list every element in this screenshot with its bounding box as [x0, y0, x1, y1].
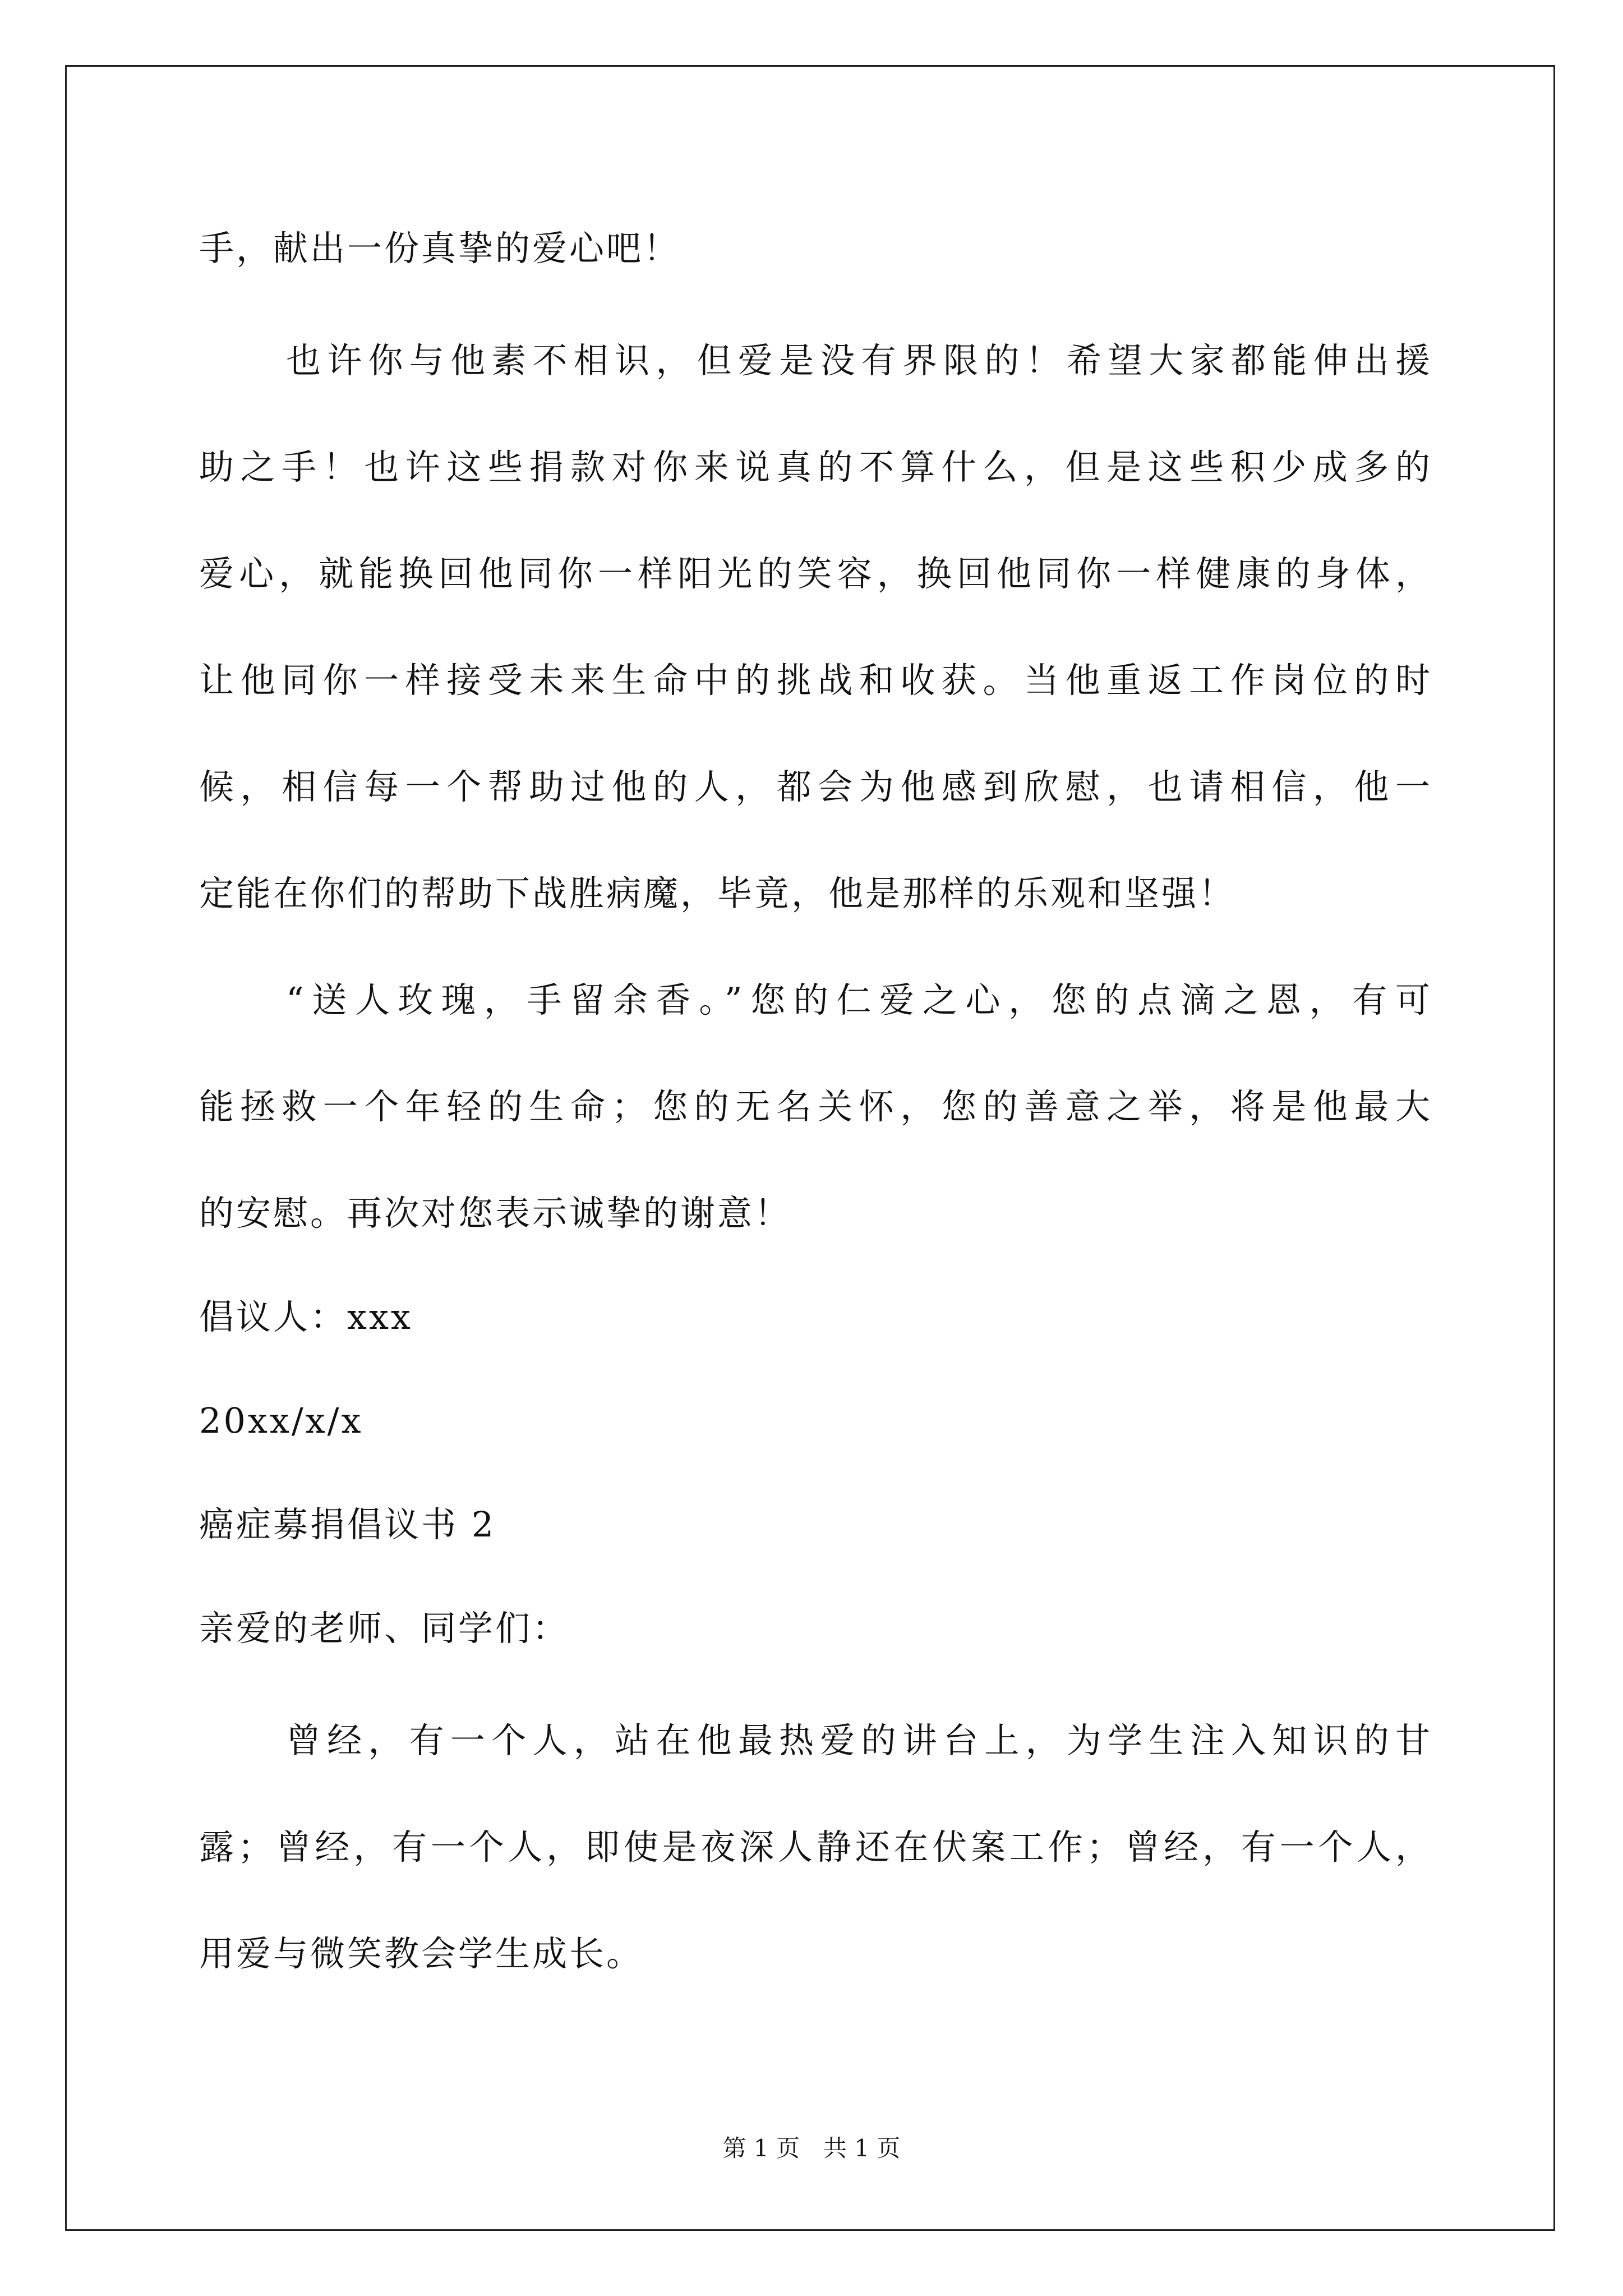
- text-line: 爱心，就能换回他同你一样阳光的笑容，换回他同你一样健康的身体，: [199, 553, 1430, 594]
- text-line: 让他同你一样接受未来生命中的挑战和收获。当他重返工作岗位的时: [199, 660, 1430, 701]
- text-line: 手，献出一份真挚的爱心吧！: [199, 228, 681, 269]
- page-footer: 第 1 页 共 1 页: [722, 2134, 901, 2162]
- text-line: 能拯救一个年轻的生命；您的无名关怀，您的善意之举，将是他最大: [199, 1086, 1430, 1127]
- text-line: 的安慰。再次对您表示诚挚的谢意！: [199, 1193, 792, 1234]
- text-line: “送人玫瑰，手留余香。”您的仁爱之心，您的点滴之恩，有可: [286, 979, 1430, 1020]
- date-line: 20xx/x/x: [199, 1400, 363, 1441]
- text-line: 定能在你们的帮助下战胜病魔，毕竟，他是那样的乐观和坚强！: [199, 873, 1236, 914]
- text-line: 曾经，有一个人，站在他最热爱的讲台上，为学生注入知识的甘: [286, 1720, 1430, 1761]
- text-line: 也许你与他素不相识，但爱是没有界限的！希望大家都能伸出援: [286, 340, 1430, 381]
- text-line: 助之手！也许这些捐款对你来说真的不算什么，但是这些积少成多的: [199, 447, 1430, 487]
- section-title: 癌症募捐倡议书 2: [199, 1504, 496, 1545]
- page-border: [65, 65, 1555, 2231]
- text-line: 用爱与微笑教会学生成长。: [199, 1933, 644, 1974]
- text-line: 露；曾经，有一个人，即使是夜深人静还在伏案工作；曾经，有一个人，: [199, 1826, 1430, 1867]
- signature-line: 倡议人：xxx: [199, 1296, 413, 1337]
- text-line: 候，相信每一个帮助过他的人，都会为他感到欣慰，也请相信，他一: [199, 766, 1430, 807]
- salutation: 亲爱的老师、同学们：: [199, 1608, 570, 1649]
